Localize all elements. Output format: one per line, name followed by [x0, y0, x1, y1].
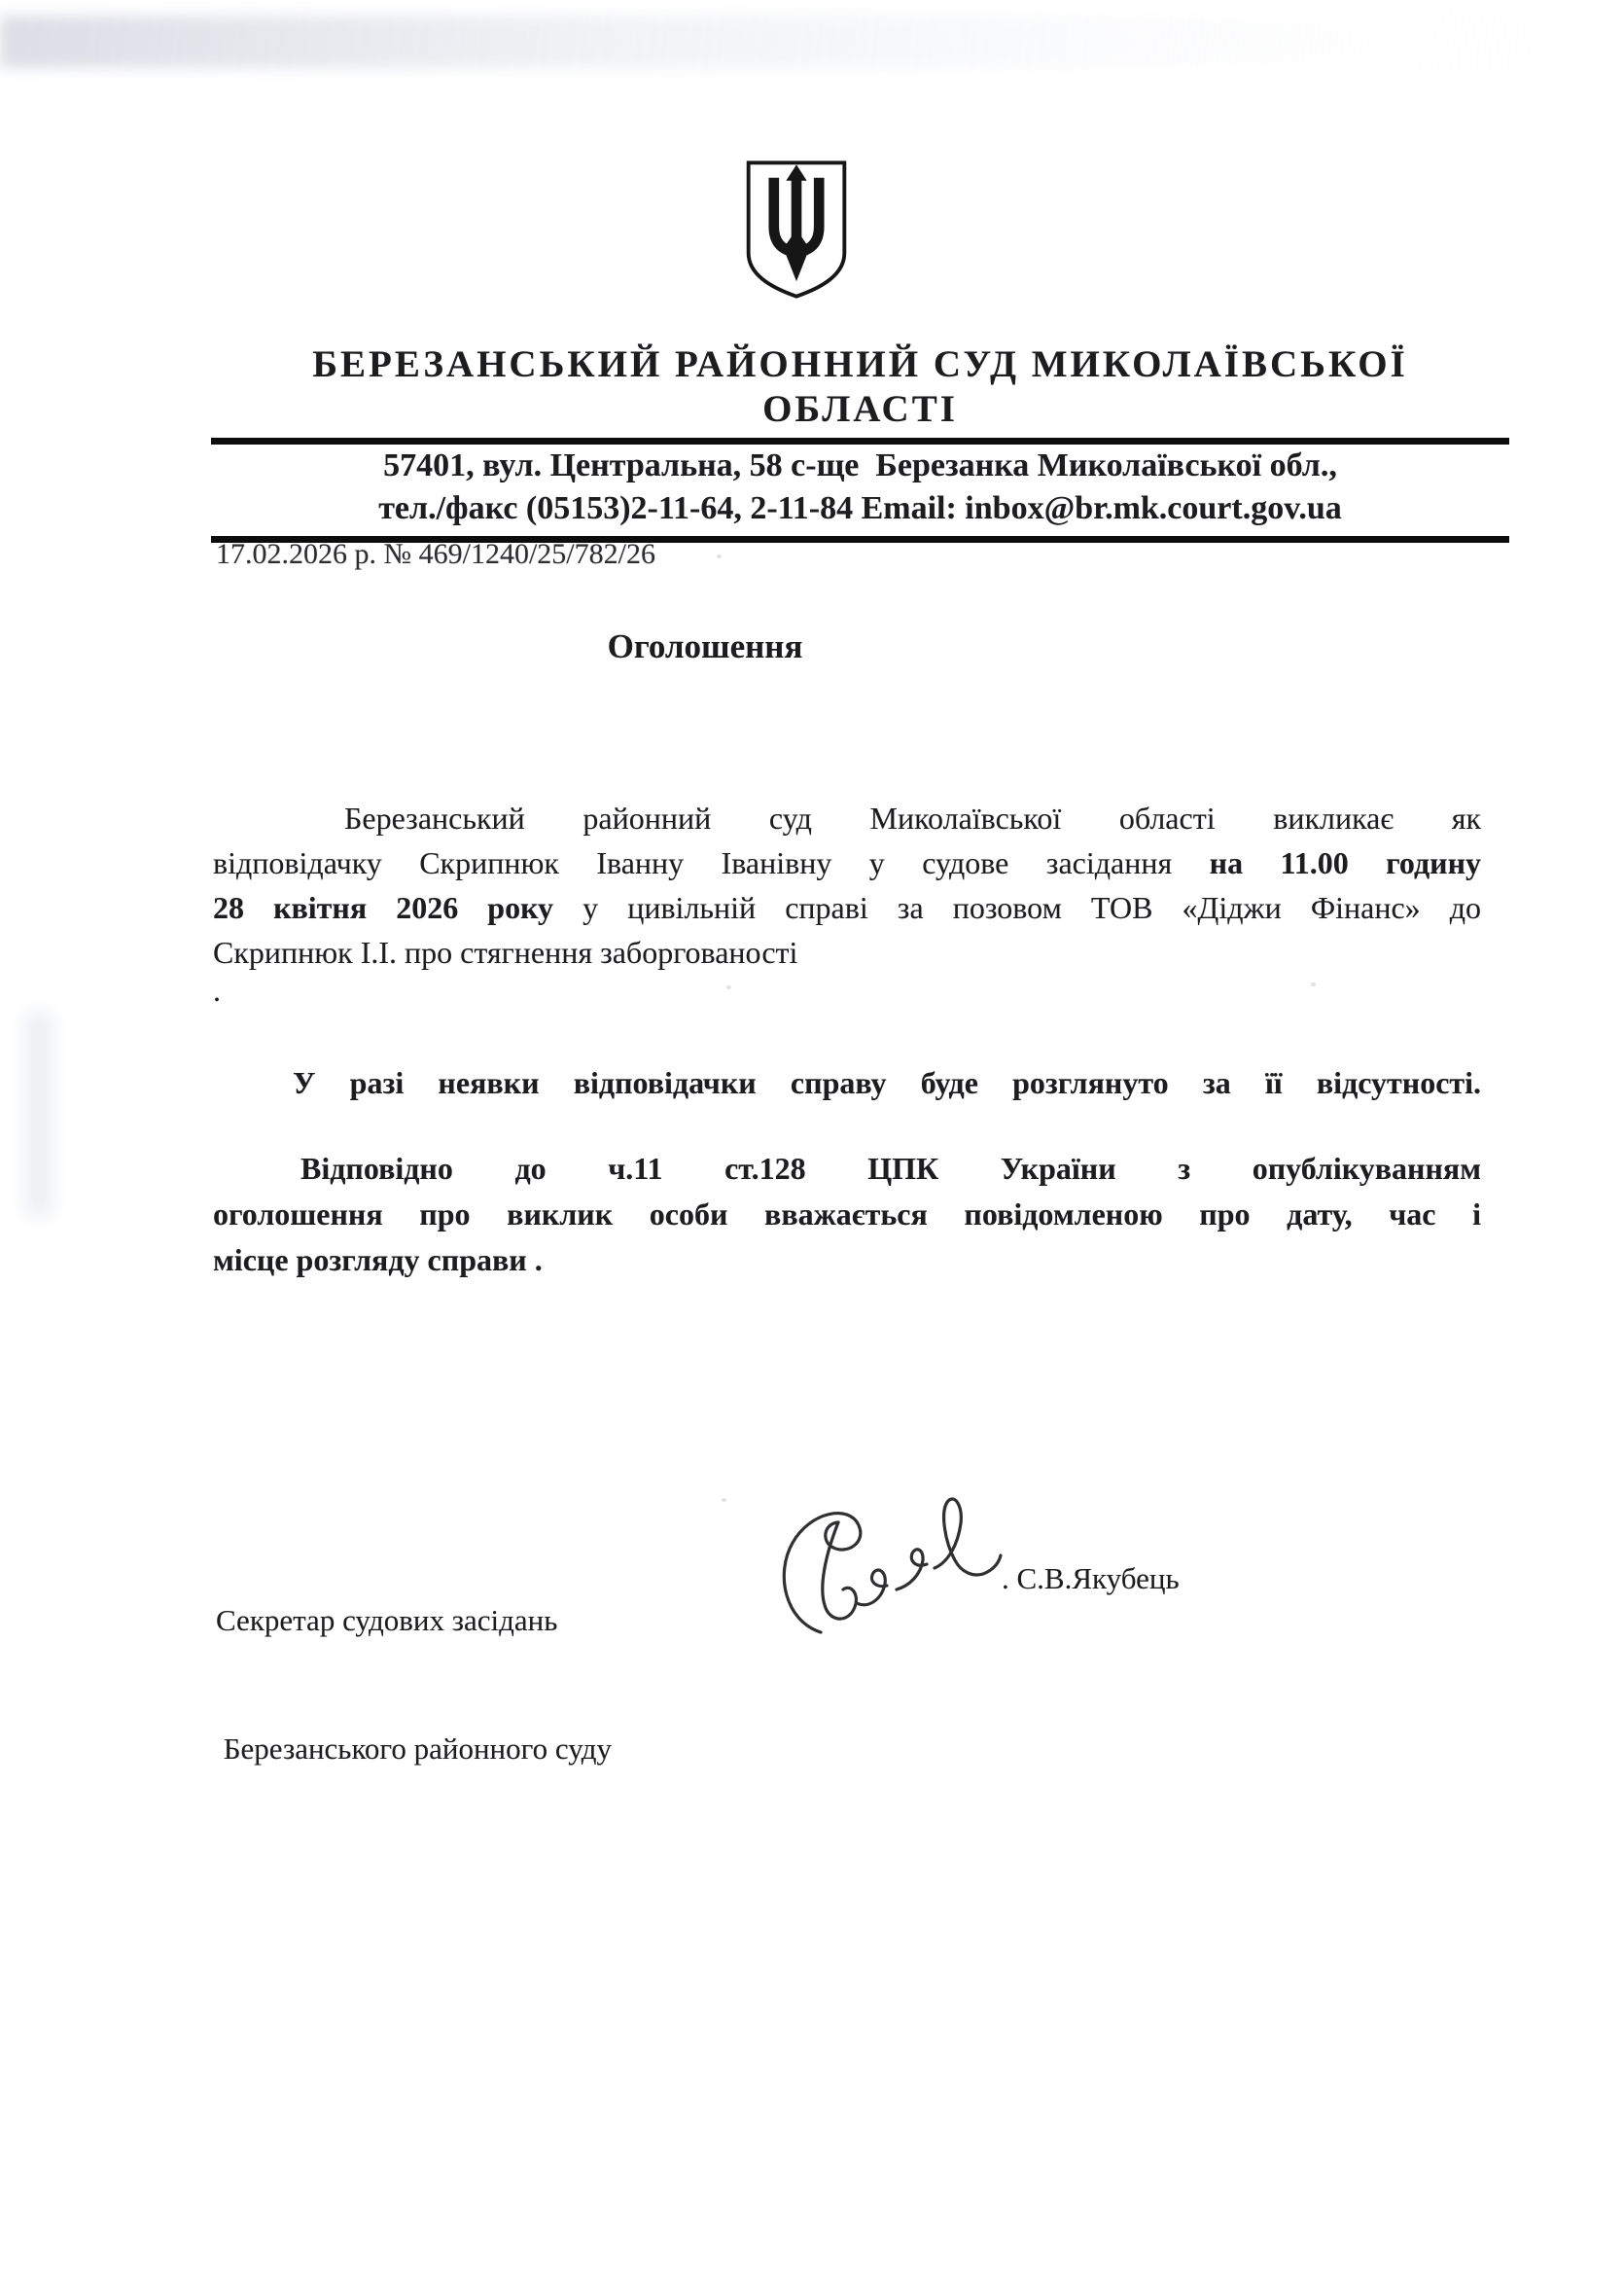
court-contacts: тел./факс (05153)2-11-64, 2-11-84 Email: inbox@br.mk.court.gov.ua [378, 490, 1342, 526]
summons-line-1: Березанський районний суд Миколаївської області викликає як [344, 801, 1481, 836]
signer-role-line-1: Секретар судових засідань [216, 1603, 558, 1637]
scan-speck [722, 1498, 726, 1502]
summons-line-2-regular: відповідачку Скрипнюк Іванну Іванівну у судове засідання [213, 845, 1210, 880]
scan-speck [1311, 982, 1316, 986]
scan-noise-top-edge [0, 16, 1624, 68]
absence-warning-paragraph [213, 1060, 1481, 1105]
summons-paragraph [213, 796, 1481, 975]
signer-role [216, 1514, 612, 1856]
summons-line-4: Скрипнюк І.І. про стягнення заборгованості [213, 935, 798, 970]
absence-warning-line: У разі неявки відповідачки справу буде розглянуто за її відсутності. [293, 1065, 1481, 1100]
signer-name: . С.В.Якубець [1002, 1561, 1180, 1595]
legal-basis-line-3: місце розгляду справи . [213, 1242, 543, 1277]
court-name: БЕРЕЗАНСЬКИЙ РАЙОННИЙ СУД МИКОЛАЇВСЬКОЇ ОБЛАСТІ [312, 343, 1421, 430]
summons-line-3 [213, 885, 1481, 930]
signer-role-line-2: Березанського районного суду [216, 1732, 613, 1766]
legal-basis-line-1: Відповідно до ч.11 ст.128 ЦПК України з опублікуванням [300, 1151, 1481, 1186]
reference-date-number: 17.02.2026 р. № 469/1240/25/782/26 [216, 538, 655, 570]
summons-line-2 [213, 840, 1481, 885]
ukraine-trident-emblem-icon [739, 154, 854, 305]
scan-speck [717, 554, 722, 558]
stray-period: . [213, 973, 221, 1008]
document-title: Оголошення [607, 627, 803, 665]
letterhead-rule-top [211, 438, 1509, 445]
scan-noise-left-edge [25, 1012, 53, 1216]
court-letterhead [211, 342, 1509, 543]
court-address: 57401, вул. Центральна, 58 с-ще Березанка Миколаївської обл., [383, 447, 1337, 483]
legal-basis-line-2: оголошення про виклик особи вважається повідомленою про дату, час і [213, 1196, 1481, 1232]
hearing-date: 28 квітня 2026 року [213, 890, 554, 925]
summons-line-3-regular: у цивільній справі за позовом ТОВ «Діджи Фінанс» до [553, 890, 1482, 925]
scan-speck [726, 985, 731, 989]
legal-basis-paragraph [213, 1146, 1481, 1283]
hearing-time: на 11.00 годину [1209, 845, 1482, 880]
